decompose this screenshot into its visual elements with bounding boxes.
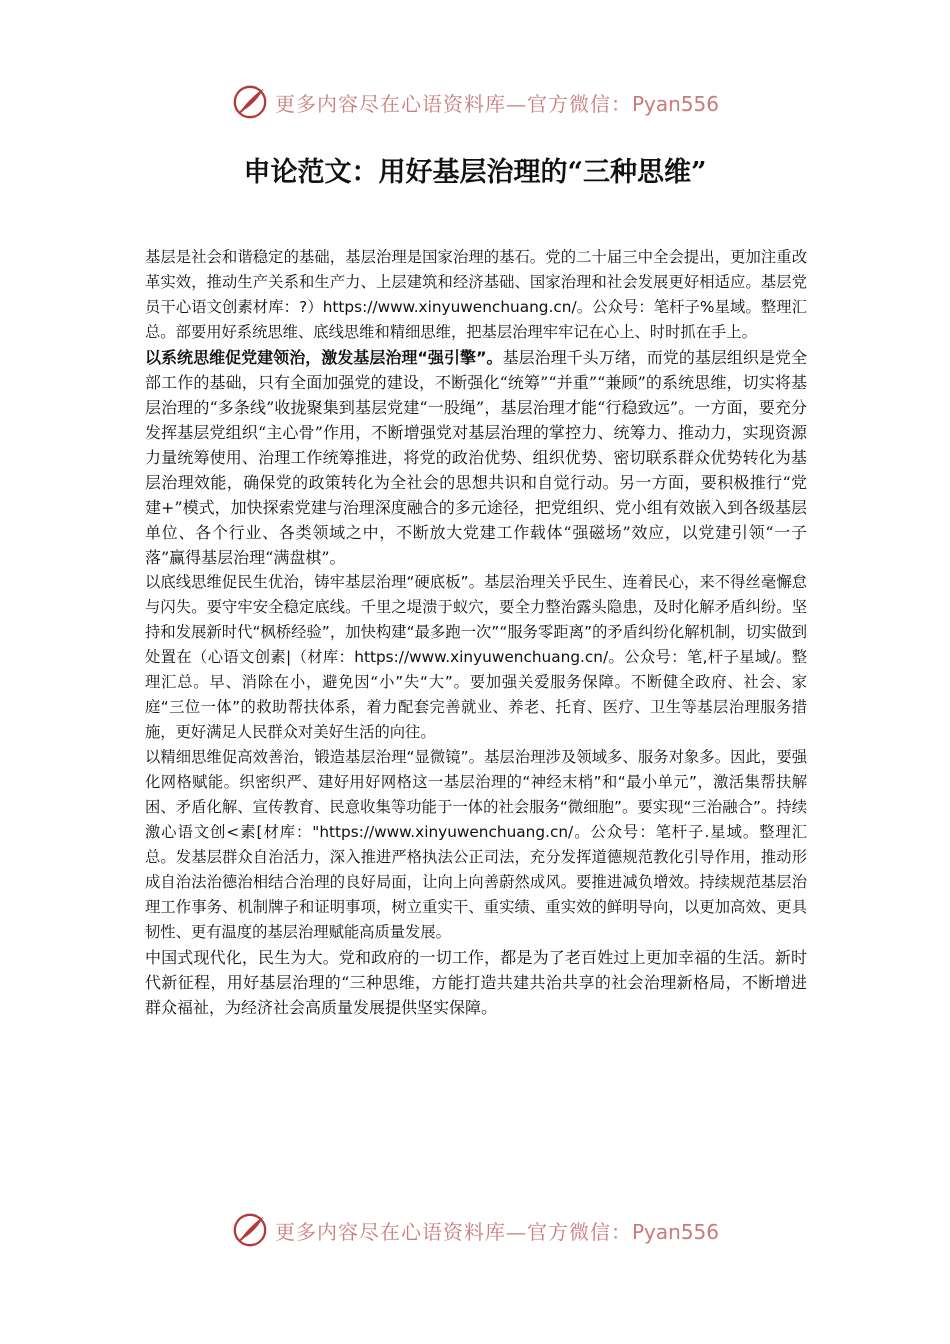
header-promo-id: Pyan556	[631, 91, 719, 116]
footer-promo-cn: 更多内容尽在心语资料库—官方微信：	[274, 1219, 632, 1244]
header-promo-banner	[0, 82, 950, 122]
quill-pen-logo-icon	[231, 83, 269, 121]
footer-promo-banner	[0, 1210, 950, 1250]
quill-pen-logo-icon	[231, 1211, 269, 1249]
paragraph-text: 中国式现代化，民生为大。党和政府的一切工作，都是为了老百姓过上更加幸福的生活。新时代新征程，用好基层治理的“三种思维，方能打造共建共治共享的社会治理新格局，不断增进群众福祉，为经济社会高质量发展提供坚实保障。	[145, 948, 807, 1017]
paragraph-intro	[145, 245, 807, 345]
paragraph-text: 基层治理千头万绪，而党的基层组织是党全部工作的基础，只有全面加强党的建设，不断强化“统筹”“并重”“兼顾”的系统思维，切实将基层治理的“多条线”收拢聚集到基层党建“一股绳”，基层治理才能“行稳致远”。一方面，要充分发挥基层党组织“主心骨”作用，不断增强党对基层治理的掌控力、统筹力、推动力，实现资源力量统筹使用、治理工作统筹推进，将党的政治优势、组织优势、密切联系群众优势转化为基层治理效能，确保党的政策转化为全社会的思想共识和自觉行动。另一方面，要积极推行“党建+”模式，加快探索党建与治理深度融合的多元途径，把党组织、党小组有效嵌入到各级基层单位、各个行业、各类领域之中，不断放大党建工作载体“强磁场”效应，以党建引领“一子落”赢得基层治理“满盘棋”。	[145, 348, 807, 567]
footer-promo-id: Pyan556	[631, 1219, 719, 1244]
article-body	[145, 245, 807, 1020]
paragraph-bottom-line-thinking	[145, 570, 807, 745]
footer-promo-text	[275, 1216, 719, 1245]
document-title: 申论范文：用好基层治理的“三种思维”	[243, 157, 707, 188]
paragraph-lead: 以系统思维促党建领治，激发基层治理“强引擎”。	[145, 348, 503, 367]
paragraph-conclusion	[145, 945, 807, 1020]
paragraph-text: 以精细思维促高效善治，锻造基层治理“显微镜”。基层治理涉及领域多、服务对象多。因此，要强化网格赋能。织密织严、建好用好网格这一基层治理的“神经末梢”和“最小单元”，激活集帮扶解困、矛盾化解、宣传教育、民意收集等功能于一体的社会服务“微细胞”。要实现“三治融合”。持续激心语文创<素[材库："https://www.xinyuwenchuang.cn/。公众号：笔杆子.星域。整理汇总。发基层群众自治活力，深入推进严格执法公正司法，充分发挥道德规范教化引导作用，推动形成自治法治德治相结合治理的良好局面，让向上向善蔚然成风。要推进减负增效。持续规范基层治理工作事务、机制牌子和证明事项，树立重实干、重实绩、重实效的鲜明导向，以更加高效、更具韧性、更有温度的基层治理赋能高质量发展。	[145, 748, 807, 941]
paragraph-fine-thinking	[145, 745, 807, 945]
header-promo-cn: 更多内容尽在心语资料库—官方微信：	[274, 91, 632, 116]
paragraph-text: 以底线思维促民生优治，铸牢基层治理“硬底板”。基层治理关乎民生、连着民心，来不得丝毫懈怠与闪失。要守牢安全稳定底线。千里之堤溃于蚁穴，要全力整治露头隐患，及时化解矛盾纠纷。坚持和发展新时代“枫桥经验”，加快构建“最多跑一次”“服务零距离”的矛盾纠纷化解机制，切实做到处置在（心语文创素|（材库：https://www.xinyuwenchuang.cn/。公众号：笔,杆子星域/。整理汇总。早、消除在小，避免因“小”失“大”。要加强关爱服务保障。不断健全政府、社会、家庭“三位一体”的救助帮扶体系，着力配套完善就业、养老、托育、医疗、卫生等基层治理服务措施，更好满足人民群众对美好生活的向往。	[145, 573, 807, 741]
paragraph-system-thinking	[145, 345, 807, 570]
header-promo-text	[275, 88, 719, 117]
paragraph-text: 基层是社会和谐稳定的基础，基层治理是国家治理的基石。党的二十届三中全会提出，更加注重改革实效，推动生产关系和生产力、上层建筑和经济基础、国家治理和社会发展更好相适应。基层党员干心语文创素材库：?）https://www.xinyuwenchuang.cn/。公众号：笔杆子%星域。整理汇总。部要用好系统思维、底线思维和精细思维，把基层治理牢牢记在心上、时时抓在手上。	[145, 248, 807, 341]
